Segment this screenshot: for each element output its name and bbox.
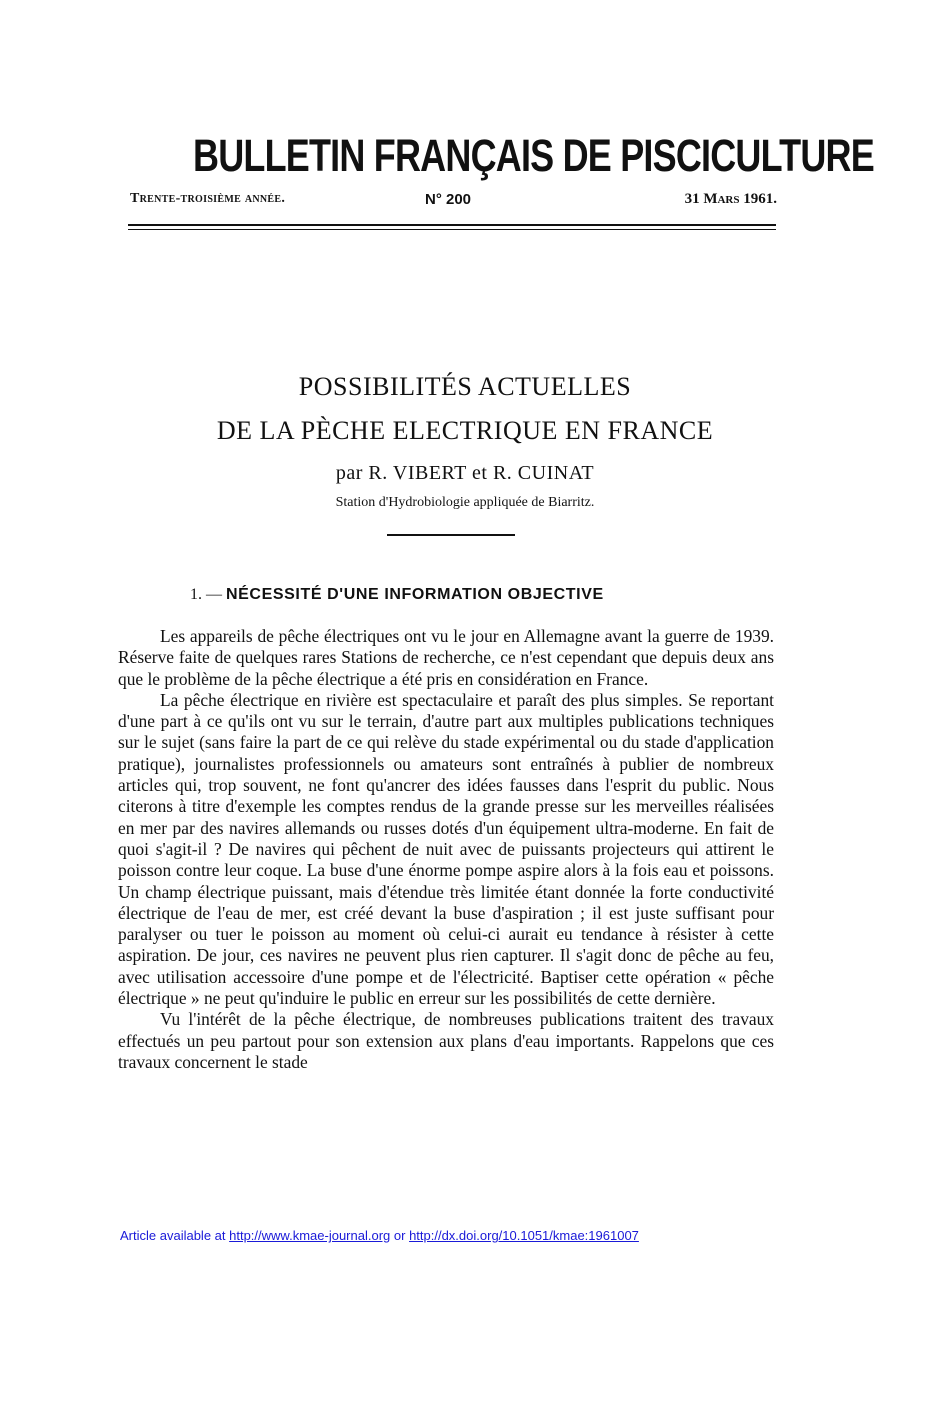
paragraph: Les appareils de pêche électriques ont vu le jour en Allemagne avant la guerre de 1939. Réserve faite de quelques rares Stations de recherche, ce n'est cependant que depuis deux ans que le problème de la pêche électrique a été pris en considération en France. [118,626,774,689]
year-label: Trente-troisième année. [130,191,286,206]
footer-prefix: Article available at [120,1228,226,1243]
footer-conjunction: or [393,1228,406,1243]
section-number: 1. — [190,586,222,603]
title-separator-rule [387,534,515,536]
section-title: NÉCESSITÉ D'UNE INFORMATION OBJECTIVE [226,586,604,603]
body-text [118,626,774,1073]
issue-number: N° 200 [425,191,472,208]
doi-link[interactable]: http://dx.doi.org/10.1051/kmae:1961007 [409,1228,639,1243]
affiliation: Station d'Hydrobiologie appliquée de Biarritz. [335,495,595,510]
issue-date: 31 Mars 1961. [684,191,777,207]
masthead-row [130,191,777,211]
paragraph: Vu l'intérêt de la pêche électrique, de nombreuses publications traitent des travaux effectués un peu partout pour son extension aux plans d'eau importants. Rappelons que ces travaux concernent le stade [118,1009,774,1072]
byline: par R. VIBERT et R. CUINAT [335,462,595,484]
article-title-line-1: POSSIBILITÉS ACTUELLES [298,372,632,401]
journal-title: BULLETIN FRANÇAIS DE PISCICULTURE [193,130,874,181]
section-heading [190,586,750,604]
article-title-line-2: DE LA PÈCHE ELECTRIQUE EN FRANCE [216,416,714,445]
journal-site-link[interactable]: http://www.kmae-journal.org [229,1228,391,1243]
paragraph: La pêche électrique en rivière est spectaculaire et paraît des plus simples. Se reportant d'une part à ce qu'ils ont vu sur le terrain, d'autre part aux multiples publications techniques sur le sujet (sans faire la part de ce qui relève du stade expérimental ou du stade d'application pratique), journalistes professionnels ou amateurs sont entraînés à publier de nombreux articles qui, trop souvent, ne font qu'ancrer des idées fausses dans l'esprit du public. Nous citerons à titre d'exemple les comptes rendus de la grande presse sur les merveilles réalisées en mer par des navires allemands ou russes dotés d'un équipement ultra-moderne. En fait de quoi s'agit-il ? De navires qui pêchent de nuit avec de puissants projecteurs qui attirent le poisson contre leur coque. La buse d'une énorme pompe aspire alors à la fois eau et poissons. Un champ électrique puissant, mais d'étendue très limitée étant donnée la forte conductivité électrique de l'eau de mer, est créé devant la buse d'aspiration ; il est juste suffisant pour paralyser ou tuer le poisson au moment où celui-ci aurait eu tendance à résister à cette aspiration. De jour, ces navires ne peuvent plus rien capturer. Il s'agit donc de pêche au feu, avec utilisation accessoire d'une pompe et de l'électricité. Baptiser cette opération « pêche électrique » ne peut qu'induire le public en erreur sur les possibilités de cette dernière. [118,689,774,1009]
masthead-rule-top [128,224,776,226]
masthead-rule-bottom [128,229,776,230]
footer-availability [120,1228,639,1243]
